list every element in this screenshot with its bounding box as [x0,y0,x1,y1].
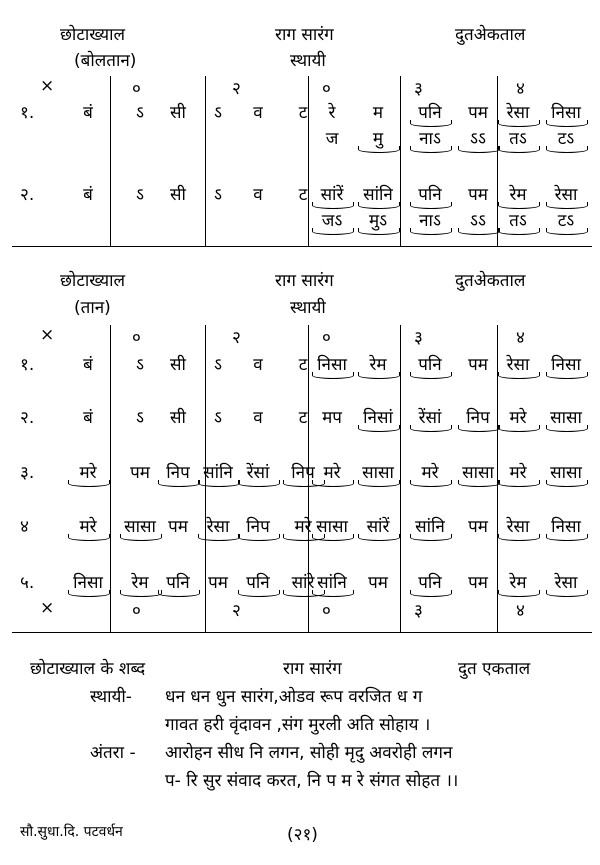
taan-note: मरे [421,463,439,483]
bolttan-note: रेसा [554,185,578,205]
taan-note: पम [168,517,188,537]
taan-row-label: ३. [20,463,35,483]
taan-note: निसा [317,355,347,375]
bolttan-taal-mark: ० [322,79,331,99]
taan-note: सासा [316,517,348,537]
taan-note: सासा [362,463,394,483]
taan-note: रेसा [554,573,578,593]
bolttan-note: बं [83,185,93,205]
lyrics-header-center: राग सारंग [283,659,342,679]
taan-note: सांनि [415,517,445,537]
bolttan-note: म [372,103,384,123]
bolttan-note: पम [468,103,488,123]
taan-row-label: ४ [20,517,29,537]
bolttan-note: बं [83,103,93,123]
sthayi-line-1: धन धन धुन सारंग,ओडव रूप वरजित ध ग [165,687,423,707]
bolttan-lyric-syllable: मुऽ [368,211,388,231]
bolttan-meend-arc [358,228,400,235]
bolttan-meend-arc [358,146,400,153]
bolttan-meend-arc [498,228,540,235]
taan-note: पनि [418,573,442,593]
taan-meend-arc [546,425,588,432]
taan-bottom-rule [12,632,592,633]
taan-meend-arc [498,425,540,432]
taan-note: सांरें [366,517,390,537]
bolttan-note: सांनि [363,185,393,205]
bolttan-lyric-syllable: टऽ [557,211,575,231]
taan-note: ट [298,408,308,428]
taan-meend-arc [68,534,110,541]
taan-row-label: १. [20,355,35,375]
taan-note: रेंसां [418,408,442,428]
bolttan-note: रेसा [506,103,530,123]
taan-note: ऽ [136,408,144,428]
taan-note: मरे [79,517,97,537]
taan-row-label: ५. [20,573,35,593]
bolttan-taal-mark: × [40,76,55,96]
taan-note: निसा [551,355,581,375]
bolttan-note: निसा [551,103,581,123]
bolttan-note: सी [170,103,186,123]
bolttan-header-center: राग सारंग [275,25,334,45]
taan-note: पम [368,573,388,593]
bolttan-note: सी [170,185,186,205]
taan-taal-mark: ४ [516,328,525,348]
taan-meend-arc [410,372,452,379]
bolttan-lyric-syllable: जऽ [321,211,343,231]
taan-subheader-left: (तान) [74,298,111,318]
taan-note: सासा [550,408,582,428]
taan-note: पम [468,355,488,375]
taan-note: व [253,408,263,428]
taan-subheader-center: स्थायी [290,298,326,318]
taan-row-label: २. [20,408,35,428]
taan-note: सासा [550,463,582,483]
taan-note: सी [170,355,186,375]
taan-note: मरे [294,517,312,537]
taan-taal-mark-bottom: ० [322,601,331,621]
taan-meend-arc [546,372,588,379]
taan-taal-mark-bottom: ० [132,601,141,621]
taan-note: निप [466,408,490,428]
taan-note: निप [291,463,315,483]
taan-taal-mark: × [40,325,55,345]
taan-note: मरे [323,463,341,483]
taan-meend-arc [312,590,354,597]
taan-meend-arc [498,590,540,597]
bolttan-note: पनि [418,185,442,205]
bolttan-meend-arc [312,228,354,235]
sthayi-label: स्थायी- [90,687,132,707]
taan-note: सांनि [317,573,347,593]
bolttan-note: पम [468,185,488,205]
taan-note: पम [130,463,150,483]
antara-line-2: प- रि सुर संवाद करत, नि प म रे संगत सोहत ।। [165,771,459,791]
taan-header-right: दुतअेकताल [455,271,526,291]
bolttan-taal-mark: ४ [516,79,525,99]
taan-meend-arc [410,590,452,597]
sthayi-line-2: गावत हरी वृंदावन ,संग मुरली अति सोहाय । [165,715,431,735]
taan-meend-arc [312,480,354,487]
bolttan-lyric-syllable: तऽ [509,211,527,231]
bolttan-lyric-syllable: टऽ [557,129,575,149]
taan-note: निप [166,463,190,483]
taan-meend-arc [358,372,400,379]
bolttan-row-label: २. [20,185,35,205]
bolttan-lyric-syllable: ऽऽ [470,211,486,231]
taan-note: रेसा [506,517,530,537]
taan-note: सांनि [203,463,233,483]
taan-meend-arc [238,480,280,487]
taan-note: रेंसां [246,463,270,483]
taan-note: बं [83,408,93,428]
taan-meend-arc [358,534,400,541]
taan-note: व [253,355,263,375]
taan-meend-arc [498,372,540,379]
bolttan-taal-mark: ० [132,79,141,99]
bolttan-note: सांरें [320,185,344,205]
taan-note: मप [322,408,342,428]
taan-note: निसा [551,517,581,537]
bolttan-note: रे [328,103,336,123]
taan-note: पम [208,573,228,593]
taan-note: सांरे [291,573,315,593]
bolttan-meend-arc [410,228,452,235]
taan-note: रेसा [506,355,530,375]
taan-header-left: छोटाख्याल [60,271,126,291]
taan-note: पनि [166,573,190,593]
bolttan-note: व [253,185,263,205]
taan-note: निसा [73,573,103,593]
bolttan-lyric-syllable: मु [372,129,384,149]
taan-note: रेसा [206,517,230,537]
taan-note: सासा [462,463,494,483]
taan-note: पनि [246,573,270,593]
bolttan-note: ऽ [214,103,222,123]
taan-taal-mark: ० [132,328,141,348]
bolttan-header-left: छोटाख्याल [60,25,126,45]
taan-note: सासा [124,517,156,537]
taan-note: पम [468,573,488,593]
taan-note: निप [246,517,270,537]
bolttan-lyric-syllable: नाऽ [419,211,441,231]
bolttan-note: रेम [509,185,527,205]
bolttan-row-label: १. [20,103,35,123]
bolttan-note: ऽ [214,185,222,205]
bolttan-meend-arc [410,146,452,153]
taan-note: मरे [79,463,97,483]
taan-meend-arc [358,425,400,432]
taan-meend-arc [410,534,452,541]
lyrics-header-right: दुत एकताल [458,659,531,679]
taan-taal-mark-bottom: २ [232,601,241,621]
taan-note: ट [298,355,308,375]
taan-note: पनि [418,355,442,375]
taan-meend-arc [498,534,540,541]
lyrics-header-left: छोटाख्याल के शब्द [30,659,146,679]
bolttan-lyric-syllable: नाऽ [419,129,441,149]
taan-taal-mark-bottom: ४ [516,601,525,621]
taan-meend-arc [358,480,400,487]
taan-meend-arc [410,480,452,487]
bolttan-meend-arc [546,228,588,235]
taan-header-center: राग सारंग [275,271,334,291]
bolttan-lyric-syllable: ऽऽ [470,129,486,149]
taan-note: मरे [509,463,527,483]
bolttan-subheader-center: स्थायी [290,51,326,71]
taan-meend-arc [546,534,588,541]
bolttan-note: पनि [418,103,442,123]
taan-meend-arc [68,590,110,597]
taan-note: सी [170,408,186,428]
taan-note: बं [83,355,93,375]
taan-taal-mark: ० [322,328,331,348]
bolttan-note: ऽ [136,103,144,123]
bolttan-bottom-rule [12,246,592,247]
taan-meend-arc [498,480,540,487]
bolttan-subheader-left: (बोलतान) [74,51,137,71]
taan-meend-arc [410,425,452,432]
taan-note: रेम [131,573,149,593]
taan-note: ऽ [136,355,144,375]
page-number: (२१) [287,825,318,845]
bolttan-taal-mark: ३ [414,79,423,99]
taan-meend-arc [312,372,354,379]
bolttan-meend-arc [546,146,588,153]
bolttan-taal-mark: २ [232,79,241,99]
taan-taal-mark-bottom: × [40,598,55,618]
bolttan-lyric-syllable: तऽ [509,129,527,149]
taan-taal-mark-bottom: ३ [414,601,423,621]
taan-meend-arc [546,480,588,487]
taan-note: रेम [369,355,387,375]
taan-taal-mark: ३ [414,328,423,348]
antara-label: अंतरा - [90,743,136,763]
taan-note: ऽ [214,408,222,428]
bolttan-note: ऽ [136,185,144,205]
bolttan-lyric-syllable: ज [325,129,339,149]
taan-taal-mark: २ [232,328,241,348]
footer-author: सौ.सुधा.दि. पटवर्धन [20,824,123,840]
bolttan-note: व [253,103,263,123]
bolttan-note: ट [298,103,308,123]
taan-note: मरे [509,408,527,428]
taan-note: निसां [363,408,393,428]
taan-meend-arc [238,534,280,541]
taan-meend-arc [238,590,280,597]
bolttan-meend-arc [498,146,540,153]
taan-meend-arc [68,480,110,487]
taan-meend-arc [312,534,354,541]
bolttan-header-right: दुतअेकताल [455,25,526,45]
taan-note: रेम [509,573,527,593]
bolttan-note: ट [298,185,308,205]
taan-meend-arc [546,590,588,597]
taan-note: ऽ [214,355,222,375]
antara-line-1: आरोहन सीध नि लगन, सोही मृदु अवरोही लगन [165,743,453,763]
taan-note: पम [468,517,488,537]
